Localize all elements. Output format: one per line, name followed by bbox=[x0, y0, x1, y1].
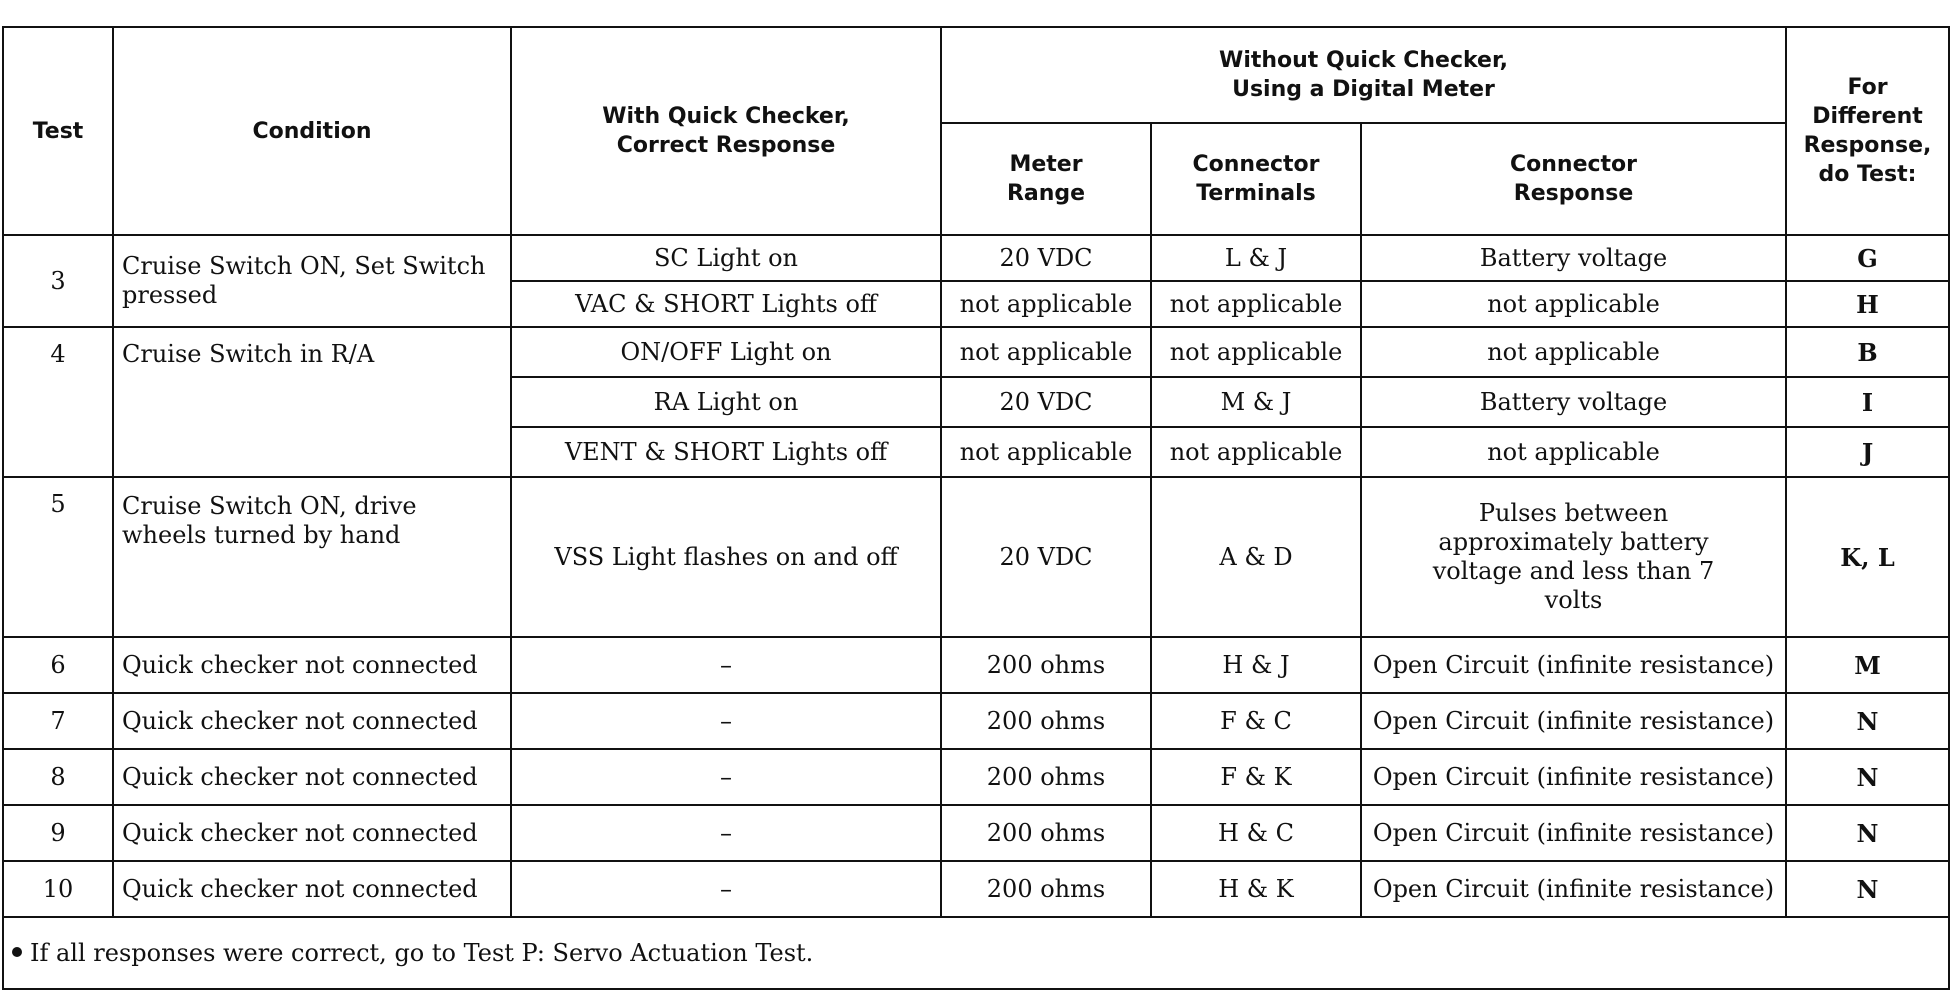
connector-response-cell: Open Circuit (infinite resistance) bbox=[1361, 805, 1786, 861]
meter-range-cell: 20 VDC bbox=[941, 235, 1151, 281]
meter-range-cell: 200 ohms bbox=[941, 749, 1151, 805]
table-row bbox=[3, 327, 1949, 377]
meter-range-cell: not applicable bbox=[941, 427, 1151, 477]
connector-terminals-cell: not applicable bbox=[1151, 327, 1361, 377]
table-row bbox=[3, 861, 1949, 917]
next-test-cell: J bbox=[1786, 427, 1949, 477]
meter-range-cell: not applicable bbox=[941, 281, 1151, 327]
bullet-icon bbox=[12, 947, 22, 957]
connector-terminals-cell: not applicable bbox=[1151, 281, 1361, 327]
test-number: 4 bbox=[3, 327, 113, 477]
next-test-cell: K, L bbox=[1786, 477, 1949, 637]
condition-cell: Cruise Switch ON, drive wheels turned by hand bbox=[113, 477, 511, 637]
test-number: 3 bbox=[3, 235, 113, 327]
connector-response-cell: Pulses between approximately battery voltage and less than 7 volts bbox=[1361, 477, 1786, 637]
condition-cell: Quick checker not connected bbox=[113, 693, 511, 749]
condition-cell: Cruise Switch in R/A bbox=[113, 327, 511, 477]
quick-checker-response: – bbox=[511, 805, 941, 861]
header-condition: Condition bbox=[113, 27, 511, 235]
connector-terminals-cell: L & J bbox=[1151, 235, 1361, 281]
connector-response-cell: not applicable bbox=[1361, 427, 1786, 477]
connector-terminals-cell: A & D bbox=[1151, 477, 1361, 637]
table-row bbox=[3, 693, 1949, 749]
test-number: 9 bbox=[3, 805, 113, 861]
condition-cell: Cruise Switch ON, Set Switch pressed bbox=[113, 235, 511, 327]
table-row bbox=[3, 637, 1949, 693]
connector-response-cell: Open Circuit (infinite resistance) bbox=[1361, 693, 1786, 749]
connector-terminals-cell: H & K bbox=[1151, 861, 1361, 917]
test-table bbox=[2, 26, 1950, 990]
next-test-cell: B bbox=[1786, 327, 1949, 377]
quick-checker-response: – bbox=[511, 861, 941, 917]
next-test-cell: N bbox=[1786, 749, 1949, 805]
header-with-quick-checker: With Quick Checker, Correct Response bbox=[511, 27, 941, 235]
connector-terminals-cell: M & J bbox=[1151, 377, 1361, 427]
next-test-cell: M bbox=[1786, 637, 1949, 693]
next-test-cell: N bbox=[1786, 805, 1949, 861]
meter-range-cell: 200 ohms bbox=[941, 637, 1151, 693]
test-number: 8 bbox=[3, 749, 113, 805]
meter-range-cell: 20 VDC bbox=[941, 477, 1151, 637]
table-row bbox=[3, 749, 1949, 805]
connector-terminals-cell: F & K bbox=[1151, 749, 1361, 805]
connector-response-cell: Open Circuit (infinite resistance) bbox=[1361, 749, 1786, 805]
condition-cell: Quick checker not connected bbox=[113, 805, 511, 861]
condition-cell: Quick checker not connected bbox=[113, 637, 511, 693]
next-test-cell: I bbox=[1786, 377, 1949, 427]
connector-terminals-cell: H & J bbox=[1151, 637, 1361, 693]
meter-range-cell: not applicable bbox=[941, 327, 1151, 377]
connector-terminals-cell: F & C bbox=[1151, 693, 1361, 749]
test-number: 10 bbox=[3, 861, 113, 917]
quick-checker-response: – bbox=[511, 693, 941, 749]
table-row bbox=[3, 805, 1949, 861]
header-connector-response: Connector Response bbox=[1361, 123, 1786, 235]
header-without-quick-checker: Without Quick Checker, Using a Digital Meter bbox=[941, 27, 1786, 123]
meter-range-cell: 200 ohms bbox=[941, 805, 1151, 861]
footer-note bbox=[3, 917, 1949, 989]
header-connector-terminals: Connector Terminals bbox=[1151, 123, 1361, 235]
condition-cell: Quick checker not connected bbox=[113, 749, 511, 805]
meter-range-cell: 20 VDC bbox=[941, 377, 1151, 427]
header-test: Test bbox=[3, 27, 113, 235]
next-test-cell: N bbox=[1786, 693, 1949, 749]
quick-checker-response: ON/OFF Light on bbox=[511, 327, 941, 377]
quick-checker-response: VSS Light flashes on and off bbox=[511, 477, 941, 637]
connector-response-cell: Battery voltage bbox=[1361, 377, 1786, 427]
quick-checker-response: VAC & SHORT Lights off bbox=[511, 281, 941, 327]
header-meter-range: Meter Range bbox=[941, 123, 1151, 235]
meter-range-cell: 200 ohms bbox=[941, 693, 1151, 749]
connector-response-cell: Battery voltage bbox=[1361, 235, 1786, 281]
connector-response-cell: not applicable bbox=[1361, 327, 1786, 377]
table-row bbox=[3, 477, 1949, 637]
test-number: 6 bbox=[3, 637, 113, 693]
table-row bbox=[3, 235, 1949, 281]
meter-range-cell: 200 ohms bbox=[941, 861, 1151, 917]
quick-checker-response: – bbox=[511, 637, 941, 693]
next-test-cell: N bbox=[1786, 861, 1949, 917]
quick-checker-response: RA Light on bbox=[511, 377, 941, 427]
test-procedure-document bbox=[2, 26, 1948, 990]
quick-checker-response: SC Light on bbox=[511, 235, 941, 281]
next-test-cell: H bbox=[1786, 281, 1949, 327]
next-test-cell: G bbox=[1786, 235, 1949, 281]
header-for-different-response: For Different Response, do Test: bbox=[1786, 27, 1949, 235]
connector-response-cell: Open Circuit (infinite resistance) bbox=[1361, 861, 1786, 917]
connector-terminals-cell: H & C bbox=[1151, 805, 1361, 861]
test-number: 5 bbox=[3, 477, 113, 637]
quick-checker-response: – bbox=[511, 749, 941, 805]
header-row-1 bbox=[3, 27, 1949, 123]
connector-terminals-cell: not applicable bbox=[1151, 427, 1361, 477]
test-number: 7 bbox=[3, 693, 113, 749]
connector-response-cell: Open Circuit (infinite resistance) bbox=[1361, 637, 1786, 693]
condition-cell: Quick checker not connected bbox=[113, 861, 511, 917]
footer-text: If all responses were correct, go to Test P: Servo Actuation Test. bbox=[30, 938, 814, 967]
footer-row bbox=[3, 917, 1949, 989]
connector-response-cell: not applicable bbox=[1361, 281, 1786, 327]
quick-checker-response: VENT & SHORT Lights off bbox=[511, 427, 941, 477]
